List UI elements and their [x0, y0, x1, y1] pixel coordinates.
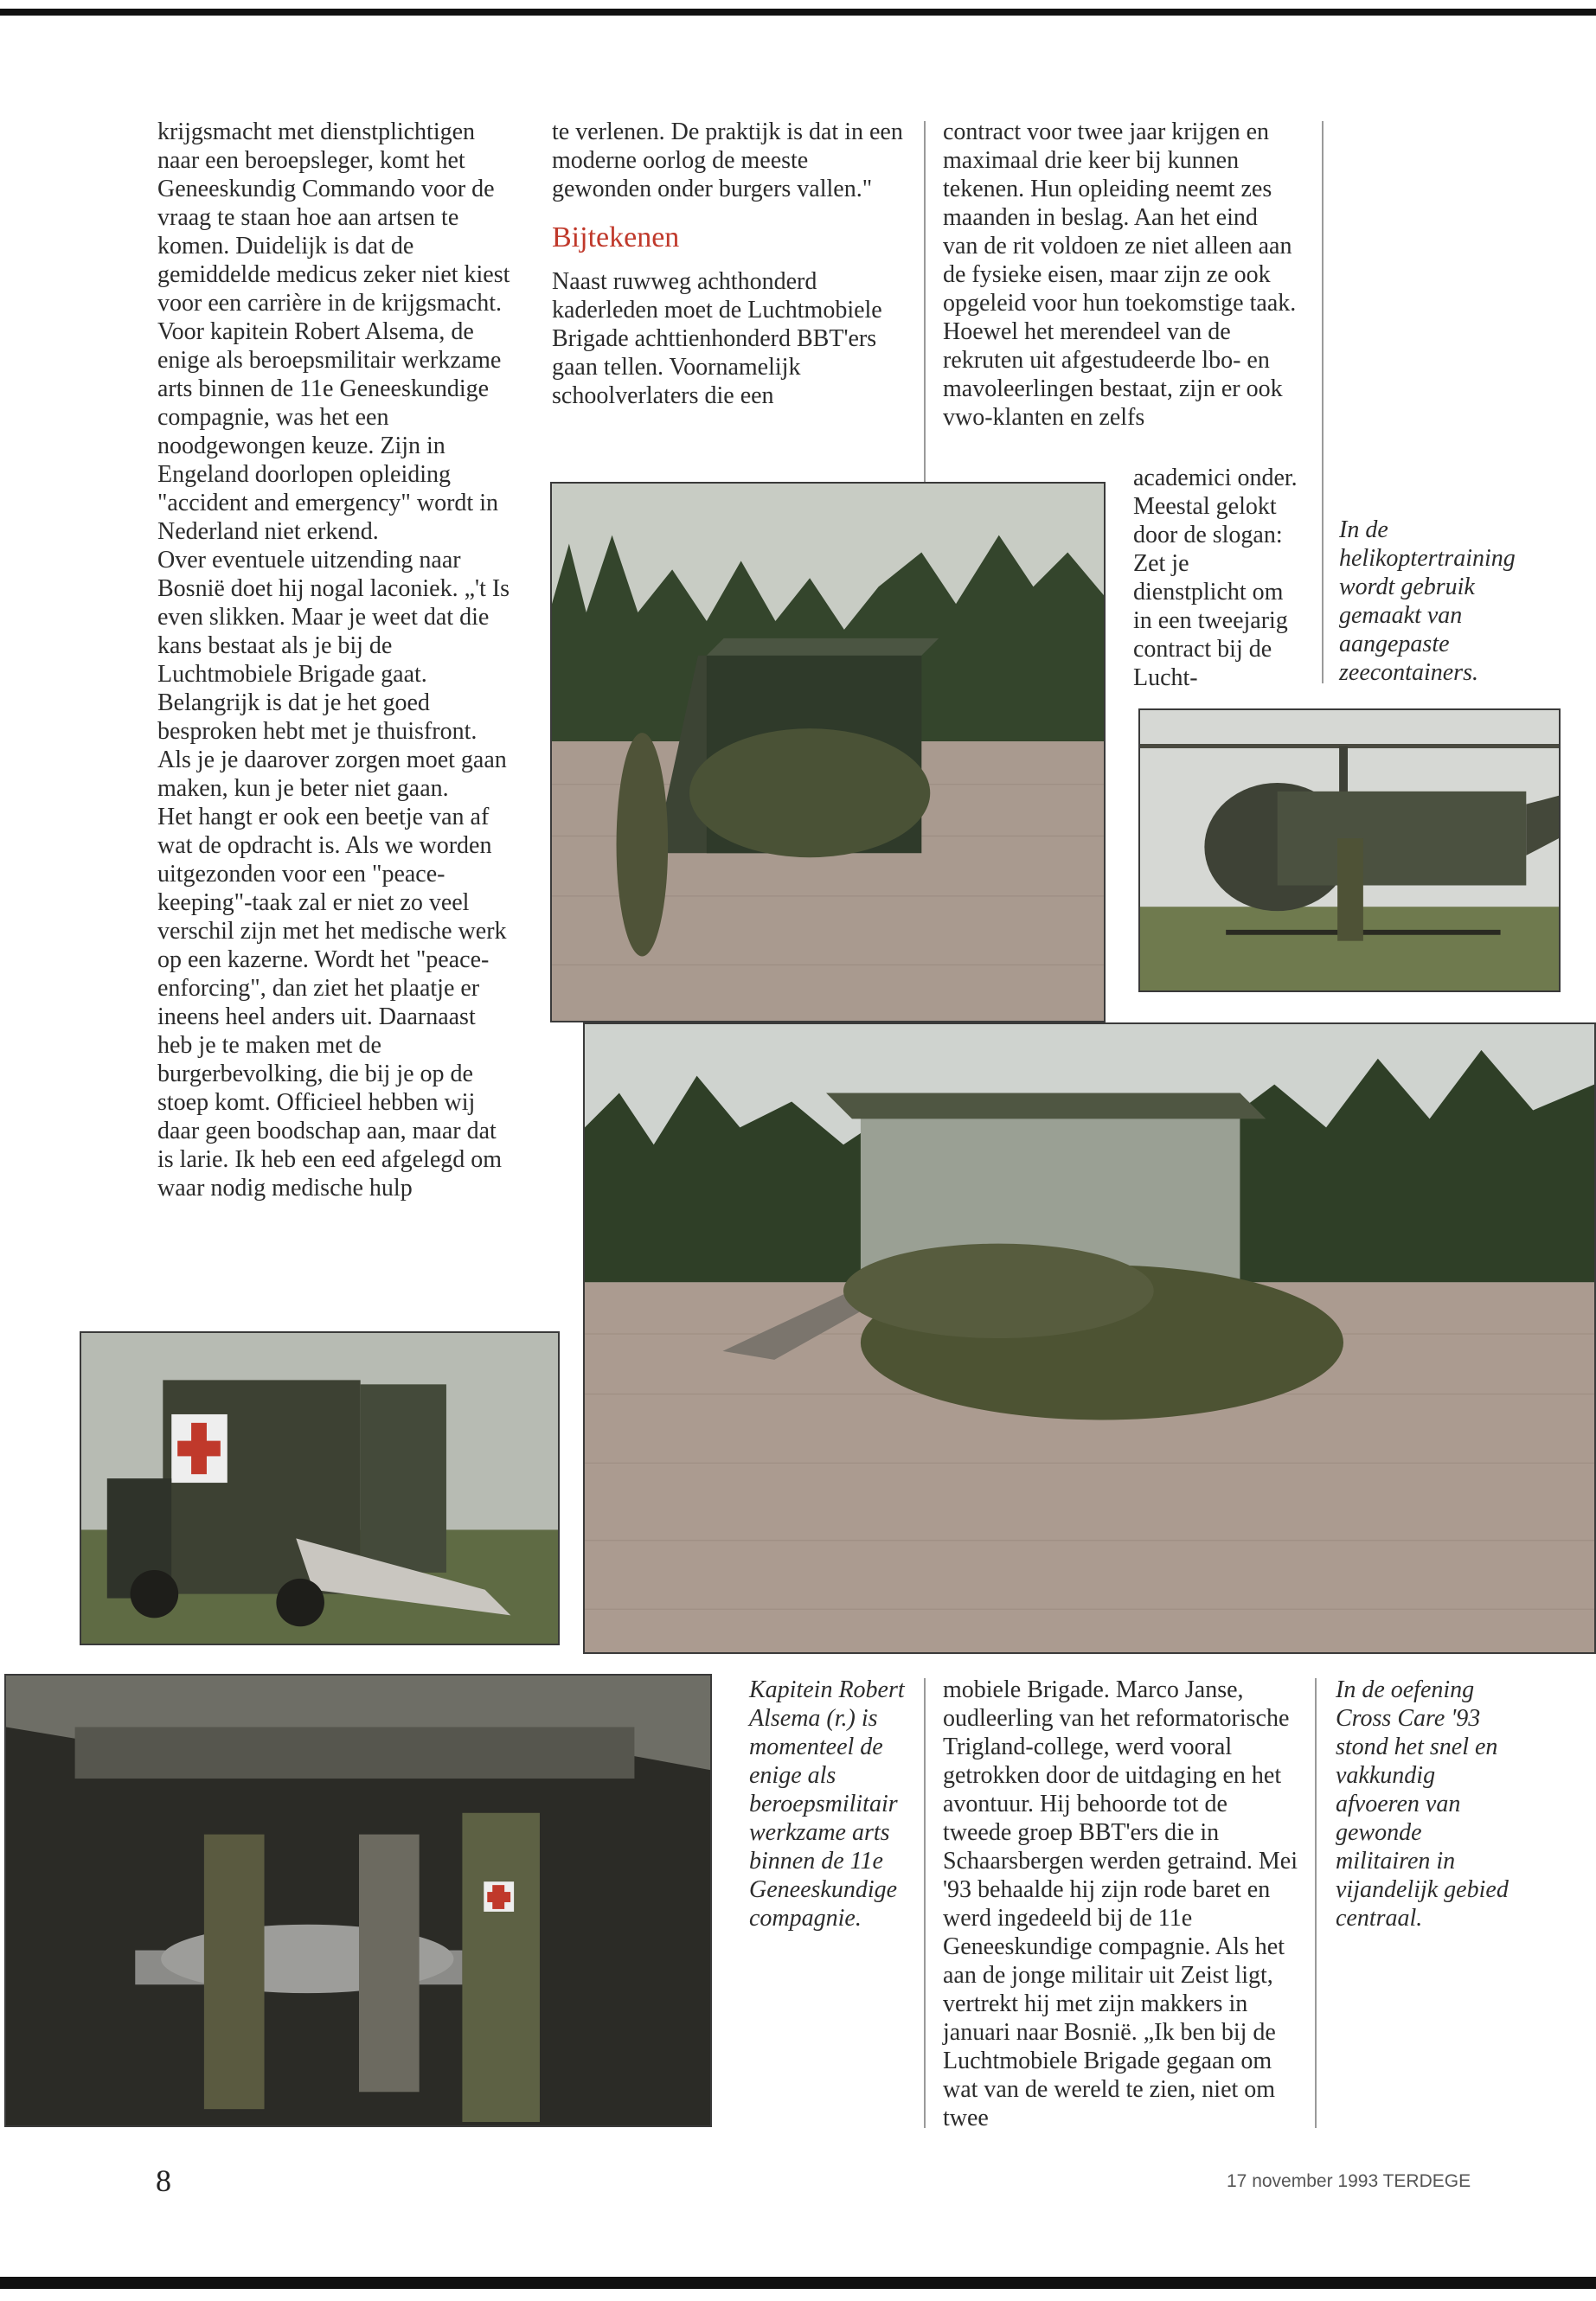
caption-kapitein-text: Kapitein Robert Alsema (r.) is momenteel de enige als beroepsmilitair werkzame arts binnen de 11e Geneeskundige compagnie.: [749, 1676, 905, 1932]
article-column-3-top: [943, 118, 1298, 432]
article-column-3-bottom: [943, 1676, 1298, 2132]
column2-paragraph-2: Naast ruwweg achthonderd kaderleden moet de Luchtmobiele Brigade achttienhonderd BBT'ers gaan tellen. Voornamelijk schoolverlaters die een: [552, 268, 882, 409]
caption-helicopter-text: In de helikoptertraining wordt gebruik gemaakt van aangepaste zeecontainers.: [1339, 516, 1516, 686]
bottom-border: [0, 2277, 1596, 2289]
column1-paragraph-3: Het hangt er ook een beetje van af wat de opdracht is. Als we worden uitgezonden voor een "peace-keeping"-taak zal er niet zo veel verschil zijn met het medische werk op een kazerne. Wordt het "peace-enforcing", dan ziet het plaatje er ineens heel anders uit. Daarnaast heb je te maken met de burgerbevolking, die bij je op de stoep komt. Officieel hebben wij daar geen boodschap aan, maar dat is larie. Ik heb een eed afgelegd om waar nodig medische hulp: [157, 804, 507, 1202]
column3-paragraph-1b: academici onder. Meestal gelokt door de slogan: Zet je dienstplicht om in een tweejarig contract bij de Lucht-: [1133, 465, 1298, 691]
column3-paragraph-2: mobiele Brigade. Marco Janse, oudleerling van het reformatorische Trigland-college, werd vooral getrokken door de uitdaging en het avontuur. Hij behoorde tot de tweede groep BBT'ers die in Schaarsbergen werden getraind. Mei '93 behaalde hij zijn rode baret en werd ingedeeld bij de 11e Geneeskundige compagnie. Als het aan de jonge militair uit Zeist ligt, vertrekt hij met zijn makkers in januari naar Bosnië. „Ik ben bij de Luchtmobiele Brigade gegaan om wat van de wereld te zien, niet om twee: [943, 1676, 1298, 2131]
column-rule-1: [924, 121, 926, 489]
caption-helicopter: [1339, 516, 1516, 687]
caption-kapitein: [749, 1676, 922, 1932]
top-border: [0, 9, 1596, 16]
photo-helicopter: [1138, 708, 1561, 992]
photo-medical-tent: [4, 1674, 712, 2127]
column-rule-3: [924, 1678, 926, 2128]
article-column-3-wrap: [1133, 464, 1306, 692]
photo-ambulance: [80, 1331, 560, 1645]
column-rule-4: [1315, 1678, 1317, 2128]
column2-paragraph-1: te verlenen. De praktijk is dat in een moderne oorlog de meeste gewonden onder burgers vallen.": [552, 119, 903, 202]
column-rule-2: [1322, 121, 1324, 683]
column3-paragraph-1: contract voor twee jaar krijgen en maximaal drie keer bij kunnen tekenen. Hun opleiding neemt zes maanden in beslag. Aan het eind van de rit voldoen ze niet alleen aan de fysieke eisen, maar zijn ze ook opgeleid voor hun toekomstige taak. Hoewel het merendeel van de rekruten uit afgestudeerde lbo- en mavoleerlingen bestaat, zijn er ook vwo-klanten en zelfs: [943, 119, 1297, 431]
caption-cross-care: [1336, 1676, 1509, 1932]
photo-container-training: [550, 482, 1106, 1022]
section-heading-bijtekenen: Bijtekenen: [552, 221, 680, 253]
caption-cross-care-text: In de oefening Cross Care '93 stond het snel en vakkundig afvoeren van gewonde militairen in vijandelijk gebied centraal.: [1336, 1676, 1509, 1932]
page-number: 8: [156, 2163, 171, 2198]
footer-issue-date: 17 november 1993 TERDEGE: [1227, 2171, 1471, 2191]
photo-container-exercise: [583, 1022, 1596, 1654]
column1-paragraph-1: krijgsmacht met dienstplichtigen naar een beroepsleger, komt het Geneeskundig Commando voor de vraag te staan hoe aan artsen te komen. Duidelijk is dat de gemiddelde medicus zeker niet kiest voor een carrière in de krijgsmacht. Voor kapitein Robert Alsema, de enige als beroepsmilitair werkzame arts binnen de 11e Geneeskundige compagnie, was het een noodgewongen keuze. Zijn in Engeland doorlopen opleiding "accident and emergency" wordt in Nederland niet erkend.: [157, 119, 510, 545]
article-column-2: [552, 118, 907, 410]
article-column-1: [157, 118, 510, 1202]
column1-paragraph-2: Over eventuele uitzending naar Bosnië doet hij nogal laconiek. „'t Is even slikken. Maar je weet dat die kans bestaat als je bij de Luchtmobiele Brigade gaat. Belangrijk is dat je het goed besproken hebt met je thuisfront. Als je je daarover zorgen moet gaan maken, kun je beter niet gaan.: [157, 547, 510, 802]
